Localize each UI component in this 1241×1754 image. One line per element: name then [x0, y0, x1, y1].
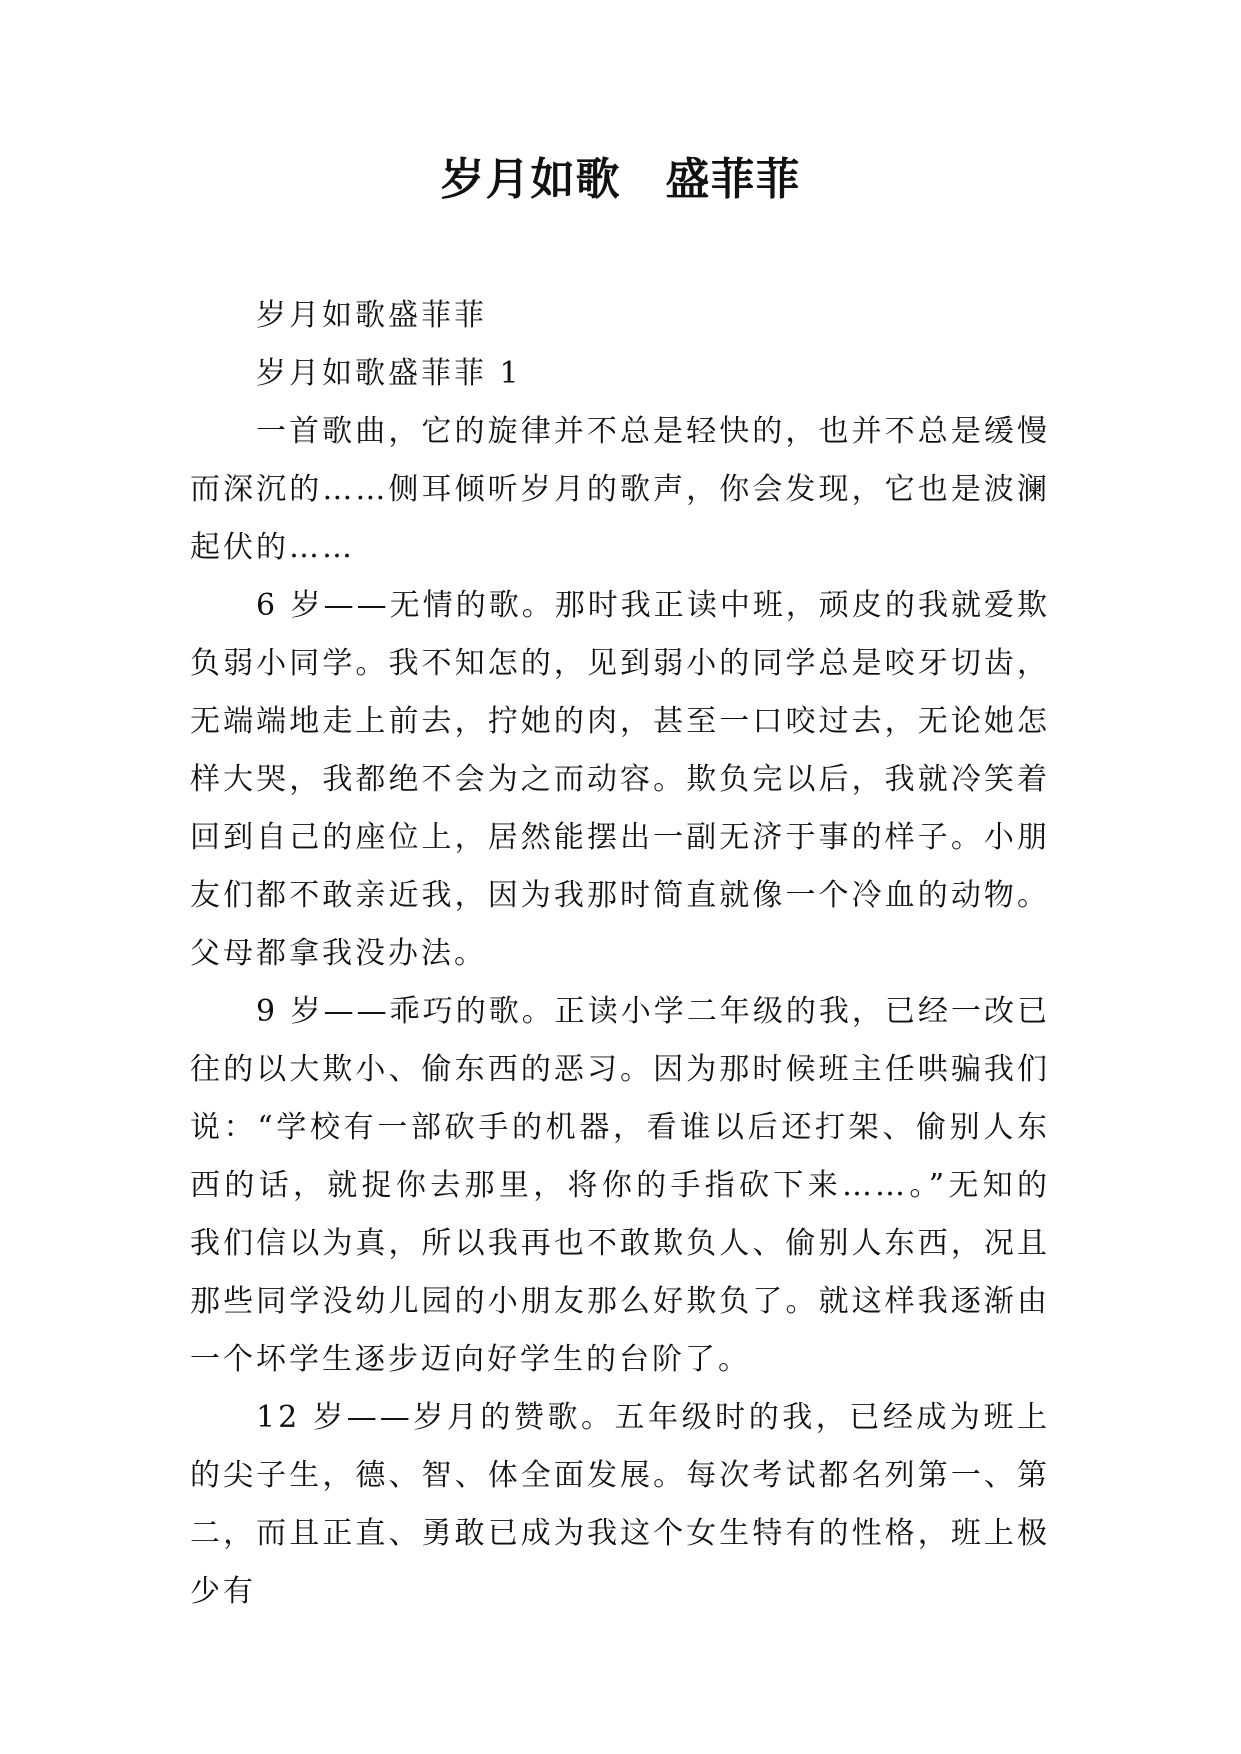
subtitle-line-numbered: 岁月如歌盛菲菲 1	[256, 356, 522, 391]
document-body	[190, 287, 1050, 1621]
subtitle-line: 岁月如歌盛菲菲	[256, 298, 487, 333]
paragraph-age-9: 9 岁——乖巧的歌。正读小学二年级的我，已经一改已往的以大欺小、偷东西的恶习。因为那时候班主任哄骗我们说：“学校有一部砍手的机器，看谁以后还打架、偷别人东西的话，就捉你去那里，将你的手指砍下来……。”无知的我们信以为真，所以我再也不敢欺负人、偷别人东西，况且那些同学没幼儿园的小朋友那么好欺负了。就这样我逐渐由一个坏学生逐步迈向好学生的台阶了。	[190, 994, 1050, 1377]
paragraph-age-6: 6 岁——无情的歌。那时我正读中班，顽皮的我就爱欺负弱小同学。我不知怎的，见到弱小的同学总是咬牙切齿，无端端地走上前去，拧她的肉，甚至一口咬过去，无论她怎样大哭，我都绝不会为之而动容。欺负完以后，我就冷笑着回到自己的座位上，居然能摆出一副无济于事的样子。小朋友们都不敢亲近我，因为我那时简直就像一个冷血的动物。父母都拿我没办法。	[190, 588, 1050, 971]
intro-paragraph: 一首歌曲，它的旋律并不总是轻快的，也并不总是缓慢而深沉的……侧耳倾听岁月的歌声，你会发现，它也是波澜起伏的……	[190, 414, 1050, 565]
paragraph-age-12: 12 岁——岁月的赞歌。五年级时的我，已经成为班上的尖子生，德、智、体全面发展。每次考试都名列第一、第二，而且正直、勇敢已成为我这个女生特有的性格，班上极少有	[190, 1400, 1050, 1609]
document-title: 岁月如歌 盛菲菲	[440, 154, 801, 205]
